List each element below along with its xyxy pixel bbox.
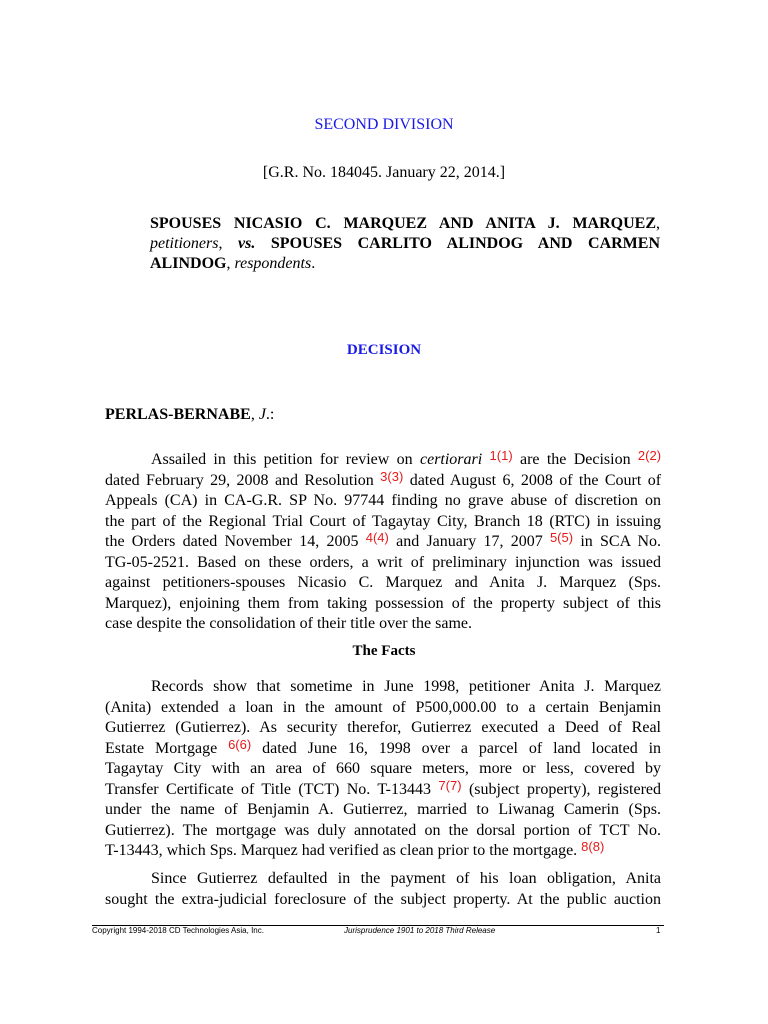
paragraph-2	[105, 677, 661, 862]
versus-label: vs.	[238, 235, 256, 252]
division-heading[interactable]: SECOND DIVISION	[314, 116, 454, 133]
case-number: [G.R. No. 184045. January 22, 2014.]	[262, 164, 506, 181]
footnote-link-4[interactable]: 4(4)	[365, 530, 389, 545]
text-line: case despite the consolidation of their title over the same.	[105, 615, 472, 632]
footnote-link-6[interactable]: 6(6)	[228, 736, 252, 752]
footnote-link-7[interactable]: 7(7)	[438, 777, 462, 793]
parties-line-3: ALINDOG, respondents.	[150, 255, 316, 272]
parties-line-1: SPOUSES NICASIO C. MARQUEZ AND ANITA J. MARQUEZ,	[150, 215, 660, 232]
text-line: Records show that sometime in June 1998, petitioner Anita J. Marquez	[151, 678, 661, 695]
parties-line-2: petitioners, vs. SPOUSES CARLITO ALINDOG AND CARMEN	[150, 235, 661, 252]
footnote-link-2[interactable]: 2(2)	[637, 448, 662, 463]
facts-heading: The Facts	[352, 643, 416, 659]
decision-heading[interactable]: DECISION	[346, 342, 422, 358]
petitioners-label: petitioners	[150, 235, 219, 252]
text-line: against petitioners-spouses Nicasio C. Marquez and Anita J. Marquez (Sps.	[105, 574, 661, 591]
text-line: sought the extra-judicial foreclosure of the subject property. At the public auction	[105, 890, 661, 908]
ponente-title: J	[258, 406, 266, 423]
respondents-label: respondents	[234, 255, 312, 272]
paragraph-3	[105, 869, 661, 910]
footer-copyright: Copyright 1994-2018 CD Technologies Asia, Inc.	[92, 926, 264, 935]
text-line: the part of the Regional Trial Court of Tagaytay City, Branch 18 (RTC) in issuing	[105, 512, 661, 530]
footnote-link-5[interactable]: 5(5)	[549, 530, 574, 545]
footer-release: Jurisprudence 1901 to 2018 Third Release	[344, 926, 496, 935]
ponente-name: PERLAS-BERNABE	[105, 406, 251, 423]
text-line: Gutierrez). The mortgage was duly annotated on the dorsal portion of TCT No.	[105, 821, 661, 839]
text-line: Tagaytay City with an area of 660 square meters, more or less, covered by	[105, 760, 661, 777]
footnote-link-3[interactable]: 3(3)	[380, 468, 404, 484]
footnote-link-8[interactable]: 8(8)	[581, 839, 605, 854]
respondents-names: SPOUSES CARLITO ALINDOG AND CARMEN	[270, 235, 661, 252]
text-line: Marquez), enjoining them from taking possession of the property subject of this	[105, 594, 661, 612]
text-line: Gutierrez (Gutierrez). As security therefor, Gutierrez executed a Deed of Real	[105, 719, 661, 736]
petitioners-names: SPOUSES NICASIO C. MARQUEZ AND ANITA J. MARQUEZ	[150, 215, 656, 232]
text-line: Transfer Certificate of Title (TCT) No. T-13443 $^{7(7)}$ (subject property), registered	[105, 777, 662, 798]
page-number: 1	[656, 926, 661, 935]
case-parties	[150, 214, 660, 274]
text-line: the Orders dated November 14, 2005 $^{4(4)}$ and January 17, 2007 $^{5(5)}$ in SCA No.	[105, 530, 662, 550]
text-line: Assailed in this petition for review on certiorari $^{1(1)}$ are the Decision $^{2(2)}$	[151, 448, 662, 468]
text-line: Since Gutierrez defaulted in the payment of his loan obligation, Anita	[151, 870, 661, 887]
text-line: Appeals (CA) in CA-G.R. SP No. 97744 finding no grave abuse of discretion on	[105, 492, 661, 509]
footnote-link-1[interactable]: 1(1)	[489, 448, 513, 463]
paragraph-1	[105, 450, 661, 635]
text-line: (Anita) extended a loan in the amount of P500,000.00 to a certain Benjamin	[105, 698, 661, 716]
text-line: under the name of Benjamin A. Gutierrez, married to Liwanag Camerin (Sps.	[105, 801, 661, 818]
text-line: dated February 29, 2008 and Resolution $^{3(3)}$ dated August 6, 2008 of the Court of	[105, 468, 662, 489]
text-line: T-13443, which Sps. Marquez had verified as clean prior to the mortgage. $^{8(8)}$	[105, 839, 605, 859]
text-line: Estate Mortgage $^{6(6)}$ dated June 16, 1998 over a parcel of land located in	[105, 736, 662, 757]
respondents-names-cont: ALINDOG	[150, 255, 227, 272]
text-line: TG-05-2521. Based on these orders, a writ of preliminary injunction was issued	[105, 553, 661, 571]
ponente: PERLAS-BERNABE, J.:	[105, 406, 275, 423]
